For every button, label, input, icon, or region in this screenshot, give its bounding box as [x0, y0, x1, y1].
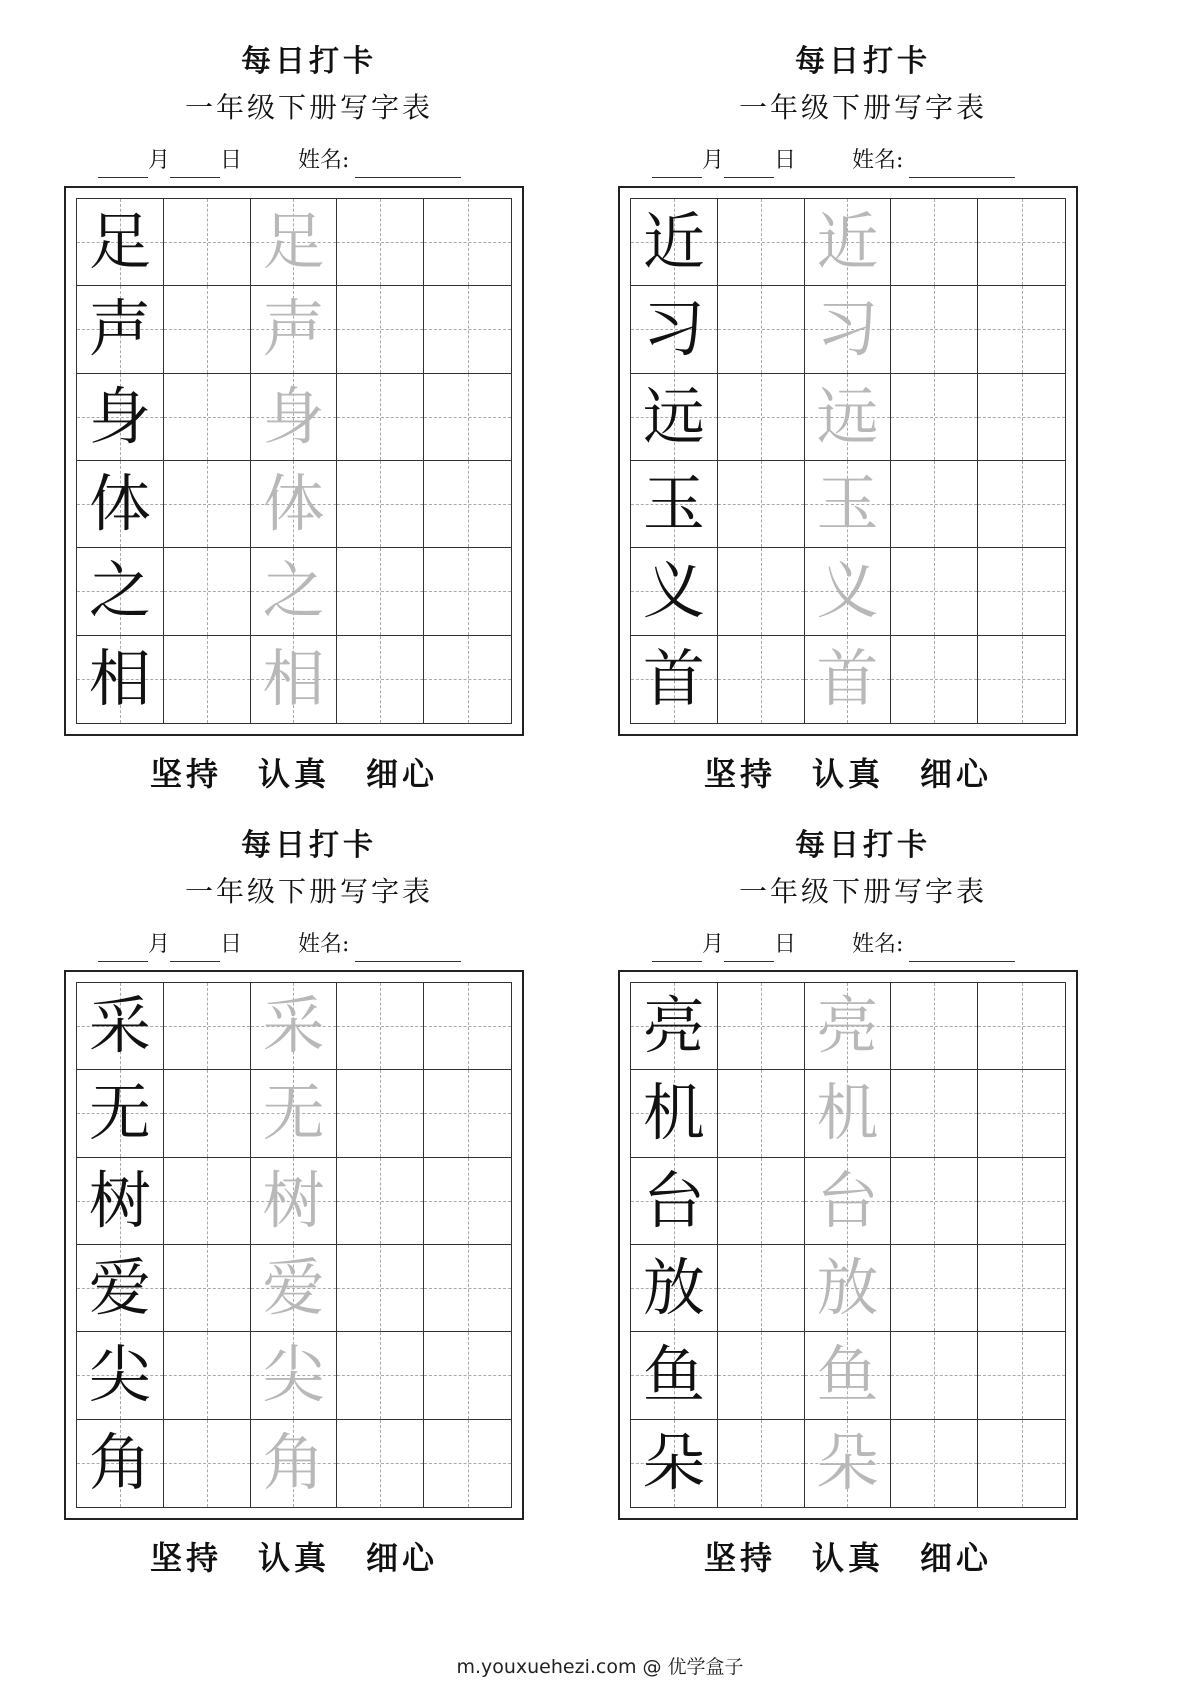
practice-cell[interactable]: [978, 374, 1065, 461]
practice-cell[interactable]: [424, 199, 511, 286]
practice-frame: [64, 186, 524, 736]
practice-cell[interactable]: [337, 374, 424, 461]
practice-cell[interactable]: [337, 199, 424, 286]
trace-character: 亮: [816, 989, 879, 1063]
model-character: 玉: [642, 467, 705, 541]
trace-character: 尖: [262, 1338, 325, 1412]
name-blank[interactable]: [909, 151, 1015, 178]
model-cell: [77, 1158, 164, 1245]
practice-cell[interactable]: [424, 286, 511, 373]
practice-cell[interactable]: [891, 286, 978, 373]
practice-cell[interactable]: [718, 1158, 805, 1245]
day-blank[interactable]: [170, 935, 220, 962]
trace-character: 树: [262, 1163, 325, 1237]
practice-cell[interactable]: [164, 548, 251, 635]
practice-cell[interactable]: [891, 461, 978, 548]
trace-cell[interactable]: [805, 983, 892, 1070]
worksheet-3: [64, 824, 554, 1584]
practice-cell[interactable]: [718, 548, 805, 635]
model-cell: [77, 1332, 164, 1419]
practice-cell[interactable]: [424, 461, 511, 548]
practice-cell[interactable]: [424, 1070, 511, 1157]
practice-cell[interactable]: [337, 1245, 424, 1332]
motto-careful: 细心: [366, 755, 439, 793]
practice-cell[interactable]: [891, 983, 978, 1070]
practice-cell[interactable]: [718, 374, 805, 461]
date-name-line: [652, 928, 1108, 962]
trace-character: 无: [262, 1076, 325, 1150]
tianzige-grid: [630, 198, 1066, 724]
motto-serious: 认真: [811, 1539, 884, 1577]
practice-cell[interactable]: [718, 1420, 805, 1507]
practice-cell[interactable]: [718, 636, 805, 723]
model-character: 身: [88, 379, 151, 453]
practice-cell[interactable]: [424, 983, 511, 1070]
model-cell: [77, 461, 164, 548]
practice-cell[interactable]: [978, 1158, 1065, 1245]
model-character: 鱼: [642, 1338, 705, 1412]
model-character: 亮: [642, 989, 705, 1063]
sheet-title: 每日打卡: [795, 44, 931, 79]
model-character: 相: [88, 642, 151, 716]
trace-cell[interactable]: [251, 461, 338, 548]
model-character: 台: [642, 1163, 705, 1237]
model-cell: [631, 1158, 718, 1245]
motto: [618, 752, 1078, 796]
name-label: 姓名:: [298, 932, 350, 957]
model-cell: [631, 1420, 718, 1507]
model-character: 爱: [88, 1251, 151, 1325]
practice-cell[interactable]: [164, 374, 251, 461]
model-cell: [631, 1332, 718, 1419]
model-character: 义: [642, 554, 705, 628]
month-blank[interactable]: [98, 151, 148, 178]
practice-cell[interactable]: [978, 1332, 1065, 1419]
model-cell: [631, 286, 718, 373]
day-blank[interactable]: [724, 151, 774, 178]
trace-character: 角: [262, 1426, 325, 1500]
practice-cell[interactable]: [891, 1245, 978, 1332]
trace-character: 首: [816, 642, 879, 716]
date-name-line: [652, 144, 1108, 178]
model-cell: [77, 1420, 164, 1507]
model-cell: [631, 1070, 718, 1157]
model-character: 远: [642, 379, 705, 453]
model-cell: [631, 636, 718, 723]
trace-cell[interactable]: [251, 1245, 338, 1332]
model-character: 放: [642, 1251, 705, 1325]
practice-cell[interactable]: [337, 1332, 424, 1419]
date-name-line: [98, 144, 554, 178]
practice-cell[interactable]: [424, 374, 511, 461]
name-blank[interactable]: [355, 935, 461, 962]
practice-cell[interactable]: [718, 1332, 805, 1419]
name-blank[interactable]: [909, 935, 1015, 962]
practice-cell[interactable]: [718, 461, 805, 548]
month-blank[interactable]: [652, 151, 702, 178]
trace-character: 体: [262, 467, 325, 541]
practice-cell[interactable]: [164, 1420, 251, 1507]
motto-careful: 细心: [920, 755, 993, 793]
model-cell: [77, 983, 164, 1070]
practice-cell[interactable]: [978, 1420, 1065, 1507]
trace-cell[interactable]: [805, 1332, 892, 1419]
day-label: 日: [220, 932, 243, 957]
model-cell: [77, 636, 164, 723]
model-cell: [631, 1245, 718, 1332]
motto: [64, 752, 524, 796]
month-label: 月: [148, 932, 171, 957]
practice-cell[interactable]: [164, 1070, 251, 1157]
motto-persist: 坚持: [149, 755, 222, 793]
model-cell: [77, 374, 164, 461]
model-cell: [77, 548, 164, 635]
trace-cell[interactable]: [805, 1245, 892, 1332]
practice-cell[interactable]: [718, 286, 805, 373]
model-character: 习: [642, 292, 705, 366]
trace-cell[interactable]: [805, 286, 892, 373]
month-blank[interactable]: [98, 935, 148, 962]
trace-character: 远: [816, 379, 879, 453]
day-label: 日: [774, 148, 797, 173]
practice-cell[interactable]: [424, 1245, 511, 1332]
model-cell: [77, 199, 164, 286]
model-cell: [77, 1245, 164, 1332]
practice-cell[interactable]: [337, 636, 424, 723]
trace-character: 声: [262, 292, 325, 366]
trace-character: 之: [262, 554, 325, 628]
trace-character: 采: [262, 989, 325, 1063]
sheet-subtitle: 一年级下册写字表: [184, 875, 433, 908]
month-label: 月: [702, 932, 725, 957]
model-cell: [77, 1070, 164, 1157]
trace-cell[interactable]: [805, 199, 892, 286]
practice-frame: [618, 186, 1078, 736]
model-character: 树: [88, 1163, 151, 1237]
sheet-subtitle: 一年级下册写字表: [738, 91, 987, 124]
practice-cell[interactable]: [978, 1245, 1065, 1332]
practice-cell[interactable]: [424, 1332, 511, 1419]
motto-careful: 细心: [366, 1539, 439, 1577]
model-character: 体: [88, 467, 151, 541]
model-cell: [631, 983, 718, 1070]
day-blank[interactable]: [170, 151, 220, 178]
practice-frame: [64, 970, 524, 1520]
practice-cell[interactable]: [718, 983, 805, 1070]
motto-serious: 认真: [257, 755, 330, 793]
practice-cell[interactable]: [891, 1158, 978, 1245]
trace-character: 足: [262, 205, 325, 279]
practice-cell[interactable]: [337, 1158, 424, 1245]
trace-cell[interactable]: [251, 199, 338, 286]
model-character: 之: [88, 554, 151, 628]
motto: [618, 1536, 1078, 1580]
trace-character: 放: [816, 1251, 879, 1325]
model-character: 首: [642, 642, 705, 716]
practice-cell[interactable]: [164, 983, 251, 1070]
practice-cell[interactable]: [337, 983, 424, 1070]
model-character: 尖: [88, 1338, 151, 1412]
tianzige-grid: [76, 198, 512, 724]
practice-cell[interactable]: [164, 1158, 251, 1245]
practice-cell[interactable]: [891, 374, 978, 461]
motto-persist: 坚持: [149, 1539, 222, 1577]
trace-cell[interactable]: [251, 1070, 338, 1157]
motto-careful: 细心: [920, 1539, 993, 1577]
practice-cell[interactable]: [164, 1245, 251, 1332]
trace-character: 习: [816, 292, 879, 366]
name-label: 姓名:: [852, 932, 904, 957]
practice-cell[interactable]: [337, 548, 424, 635]
trace-character: 台: [816, 1163, 879, 1237]
day-label: 日: [220, 148, 243, 173]
practice-frame: [618, 970, 1078, 1520]
practice-cell[interactable]: [337, 286, 424, 373]
footer-source: m.youxuehezi.com @ 优学盒子: [456, 1656, 744, 1678]
practice-cell[interactable]: [891, 1070, 978, 1157]
practice-cell[interactable]: [424, 1420, 511, 1507]
trace-cell[interactable]: [805, 1070, 892, 1157]
motto-serious: 认真: [257, 1539, 330, 1577]
sheet-title: 每日打卡: [795, 828, 931, 863]
practice-cell[interactable]: [978, 636, 1065, 723]
practice-cell[interactable]: [891, 1420, 978, 1507]
model-cell: [631, 461, 718, 548]
practice-cell[interactable]: [718, 1070, 805, 1157]
practice-cell[interactable]: [164, 461, 251, 548]
motto: [64, 1536, 524, 1580]
practice-cell[interactable]: [978, 461, 1065, 548]
trace-cell[interactable]: [251, 374, 338, 461]
practice-cell[interactable]: [978, 286, 1065, 373]
trace-cell[interactable]: [805, 374, 892, 461]
practice-cell[interactable]: [978, 199, 1065, 286]
trace-cell[interactable]: [805, 461, 892, 548]
trace-cell[interactable]: [251, 1420, 338, 1507]
sheet-subtitle: 一年级下册写字表: [738, 875, 987, 908]
practice-cell[interactable]: [424, 548, 511, 635]
name-label: 姓名:: [852, 148, 904, 173]
practice-cell[interactable]: [978, 1070, 1065, 1157]
practice-cell[interactable]: [424, 636, 511, 723]
practice-cell[interactable]: [164, 199, 251, 286]
worksheet-4: [618, 824, 1108, 1584]
practice-cell[interactable]: [891, 1332, 978, 1419]
trace-character: 朵: [816, 1426, 879, 1500]
sheet-title: 每日打卡: [241, 44, 377, 79]
model-cell: [631, 374, 718, 461]
practice-cell[interactable]: [978, 983, 1065, 1070]
model-character: 近: [642, 205, 705, 279]
practice-cell[interactable]: [337, 1420, 424, 1507]
practice-cell[interactable]: [891, 636, 978, 723]
motto-persist: 坚持: [703, 755, 776, 793]
practice-cell[interactable]: [891, 548, 978, 635]
trace-character: 机: [816, 1076, 879, 1150]
practice-cell[interactable]: [891, 199, 978, 286]
trace-cell[interactable]: [805, 548, 892, 635]
model-character: 朵: [642, 1426, 705, 1500]
trace-cell[interactable]: [251, 636, 338, 723]
sheet-title: 每日打卡: [241, 828, 377, 863]
trace-character: 相: [262, 642, 325, 716]
worksheet-1: [64, 40, 554, 800]
trace-cell[interactable]: [251, 1332, 338, 1419]
model-character: 无: [88, 1076, 151, 1150]
practice-cell[interactable]: [337, 1070, 424, 1157]
trace-cell[interactable]: [251, 548, 338, 635]
trace-cell[interactable]: [251, 286, 338, 373]
trace-character: 玉: [816, 467, 879, 541]
tianzige-grid: [630, 982, 1066, 1508]
practice-cell[interactable]: [718, 199, 805, 286]
date-name-line: [98, 928, 554, 962]
sheet-subtitle: 一年级下册写字表: [184, 91, 433, 124]
practice-cell[interactable]: [424, 1158, 511, 1245]
trace-character: 义: [816, 554, 879, 628]
practice-cell[interactable]: [164, 636, 251, 723]
month-blank[interactable]: [652, 935, 702, 962]
practice-cell[interactable]: [164, 286, 251, 373]
practice-cell[interactable]: [164, 1332, 251, 1419]
trace-character: 近: [816, 205, 879, 279]
model-character: 足: [88, 205, 151, 279]
practice-cell[interactable]: [718, 1245, 805, 1332]
trace-cell[interactable]: [805, 1158, 892, 1245]
motto-persist: 坚持: [703, 1539, 776, 1577]
model-cell: [77, 286, 164, 373]
day-blank[interactable]: [724, 935, 774, 962]
model-cell: [631, 548, 718, 635]
trace-character: 身: [262, 379, 325, 453]
model-character: 采: [88, 989, 151, 1063]
model-character: 机: [642, 1076, 705, 1150]
trace-cell[interactable]: [805, 1420, 892, 1507]
worksheet-2: [618, 40, 1108, 800]
name-label: 姓名:: [298, 148, 350, 173]
practice-cell[interactable]: [337, 461, 424, 548]
month-label: 月: [702, 148, 725, 173]
motto-serious: 认真: [811, 755, 884, 793]
trace-cell[interactable]: [251, 983, 338, 1070]
trace-character: 鱼: [816, 1338, 879, 1412]
trace-cell[interactable]: [805, 636, 892, 723]
tianzige-grid: [76, 982, 512, 1508]
practice-cell[interactable]: [978, 548, 1065, 635]
day-label: 日: [774, 932, 797, 957]
model-character: 角: [88, 1426, 151, 1500]
model-character: 声: [88, 292, 151, 366]
trace-cell[interactable]: [251, 1158, 338, 1245]
month-label: 月: [148, 148, 171, 173]
model-cell: [631, 199, 718, 286]
name-blank[interactable]: [355, 151, 461, 178]
trace-character: 爱: [262, 1251, 325, 1325]
